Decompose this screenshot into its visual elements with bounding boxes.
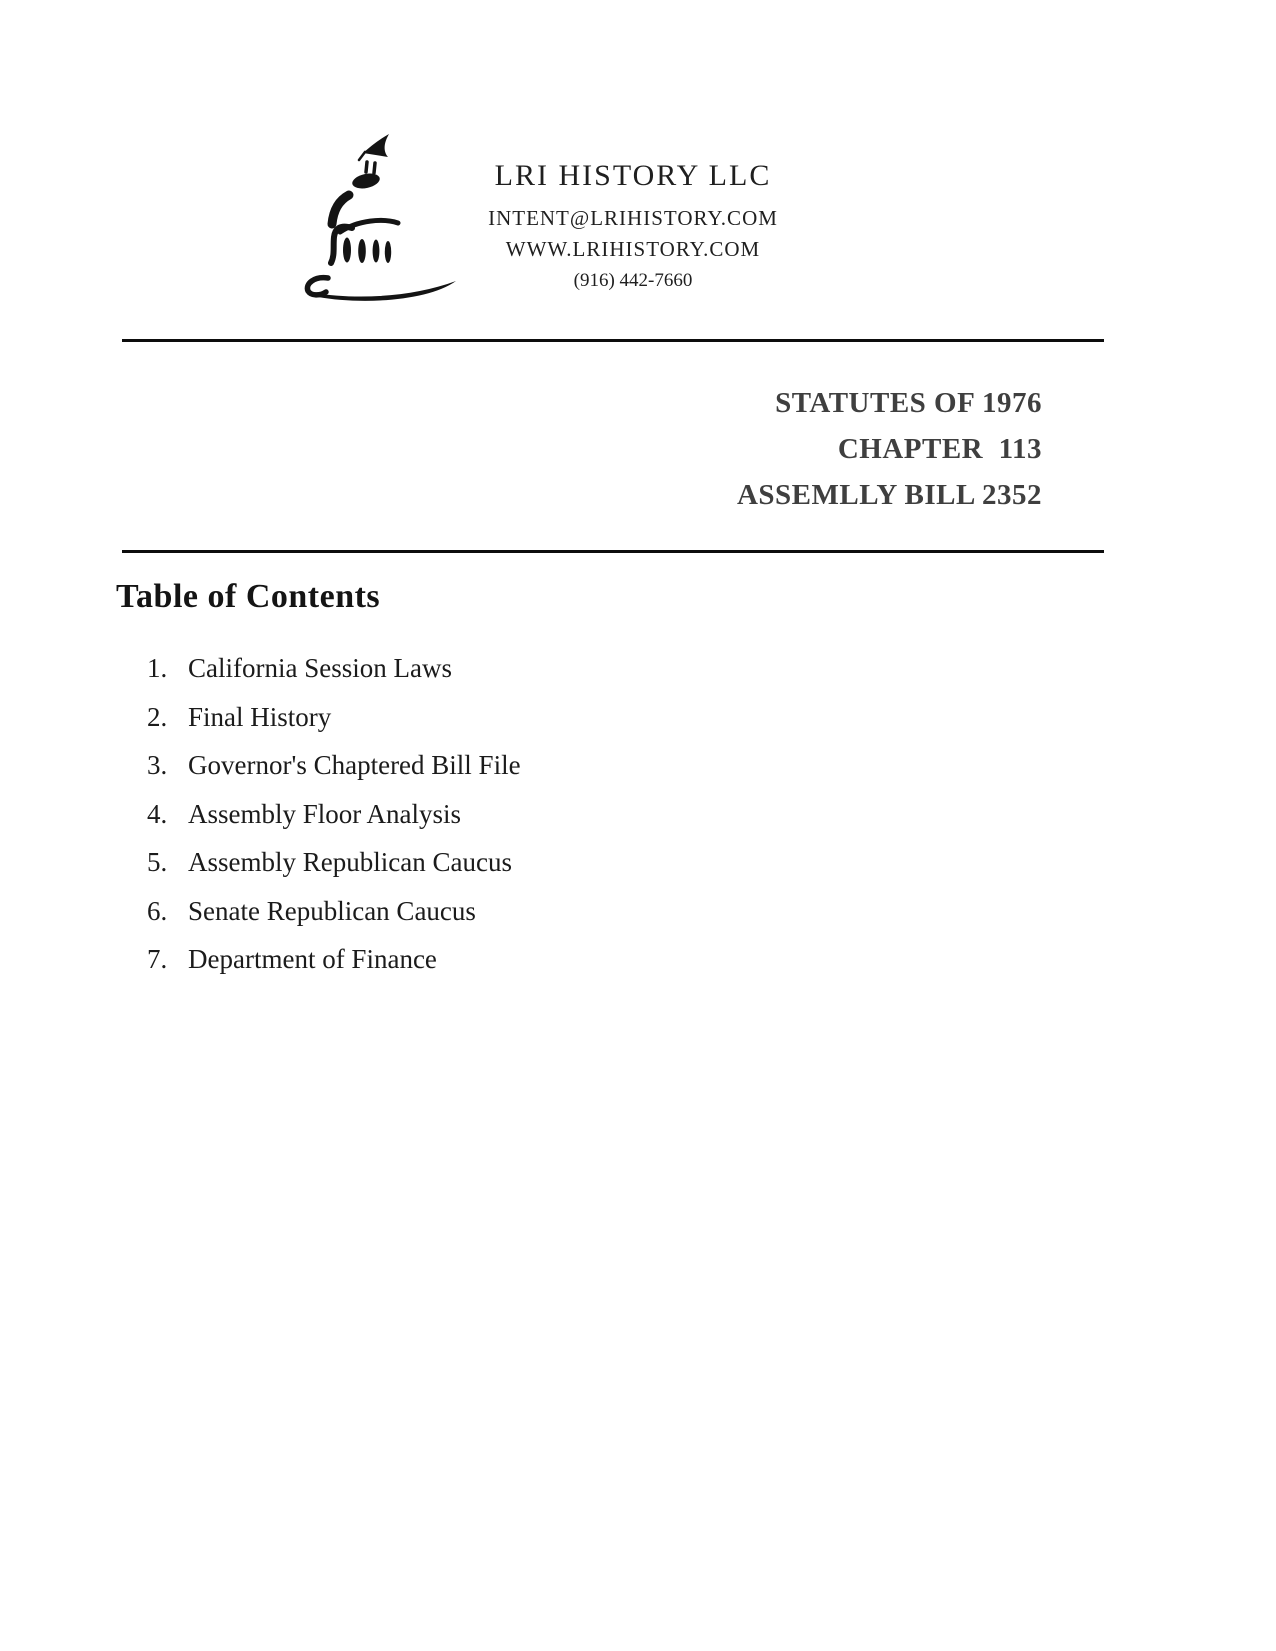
toc-item-label: Assembly Republican Caucus [188,847,512,877]
letterhead [433,158,833,293]
statute-line: CHAPTER 113 [837,433,1042,465]
toc-item-number: 4. [147,798,168,829]
toc-item-number: 1. [147,653,168,683]
company-website: WWW.LRIHISTORY.COM [505,237,761,261]
toc-title: Table of Contents [116,578,381,615]
toc-item-label: Department of Finance [188,944,437,974]
toc-item [147,750,521,780]
company-email: INTENT@LRIHISTORY.COM [488,206,778,230]
toc-item [147,799,521,829]
toc-item-number: 6. [147,895,168,926]
toc-item-label: Final History [188,701,332,732]
company-phone: (916) 442-7660 [573,270,693,291]
toc-list [147,653,521,993]
toc-item-number: 7. [147,944,168,974]
toc-item [147,896,521,926]
toc-item-label: California Session Laws [188,653,452,683]
toc-item-number: 3. [147,750,168,780]
toc-item-label: Assembly Floor Analysis [188,798,462,829]
toc-item [147,702,521,732]
company-name: LRI HISTORY LLC [494,159,772,192]
toc-item-label: Governor's Chaptered Bill File [188,750,521,780]
toc-item-label: Senate Republican Caucus [188,895,476,926]
horizontal-rule-top [122,339,1104,342]
toc-item-number: 2. [147,701,168,732]
statute-line: STATUTES OF 1976 [775,387,1042,419]
horizontal-rule-bottom [122,550,1104,553]
statute-line: ASSEMLLY BILL 2352 [736,479,1042,511]
toc-item [147,944,521,974]
toc-item-number: 5. [147,847,168,877]
statutes-block [737,380,1042,518]
toc-item [147,653,521,683]
toc-item [147,847,521,877]
